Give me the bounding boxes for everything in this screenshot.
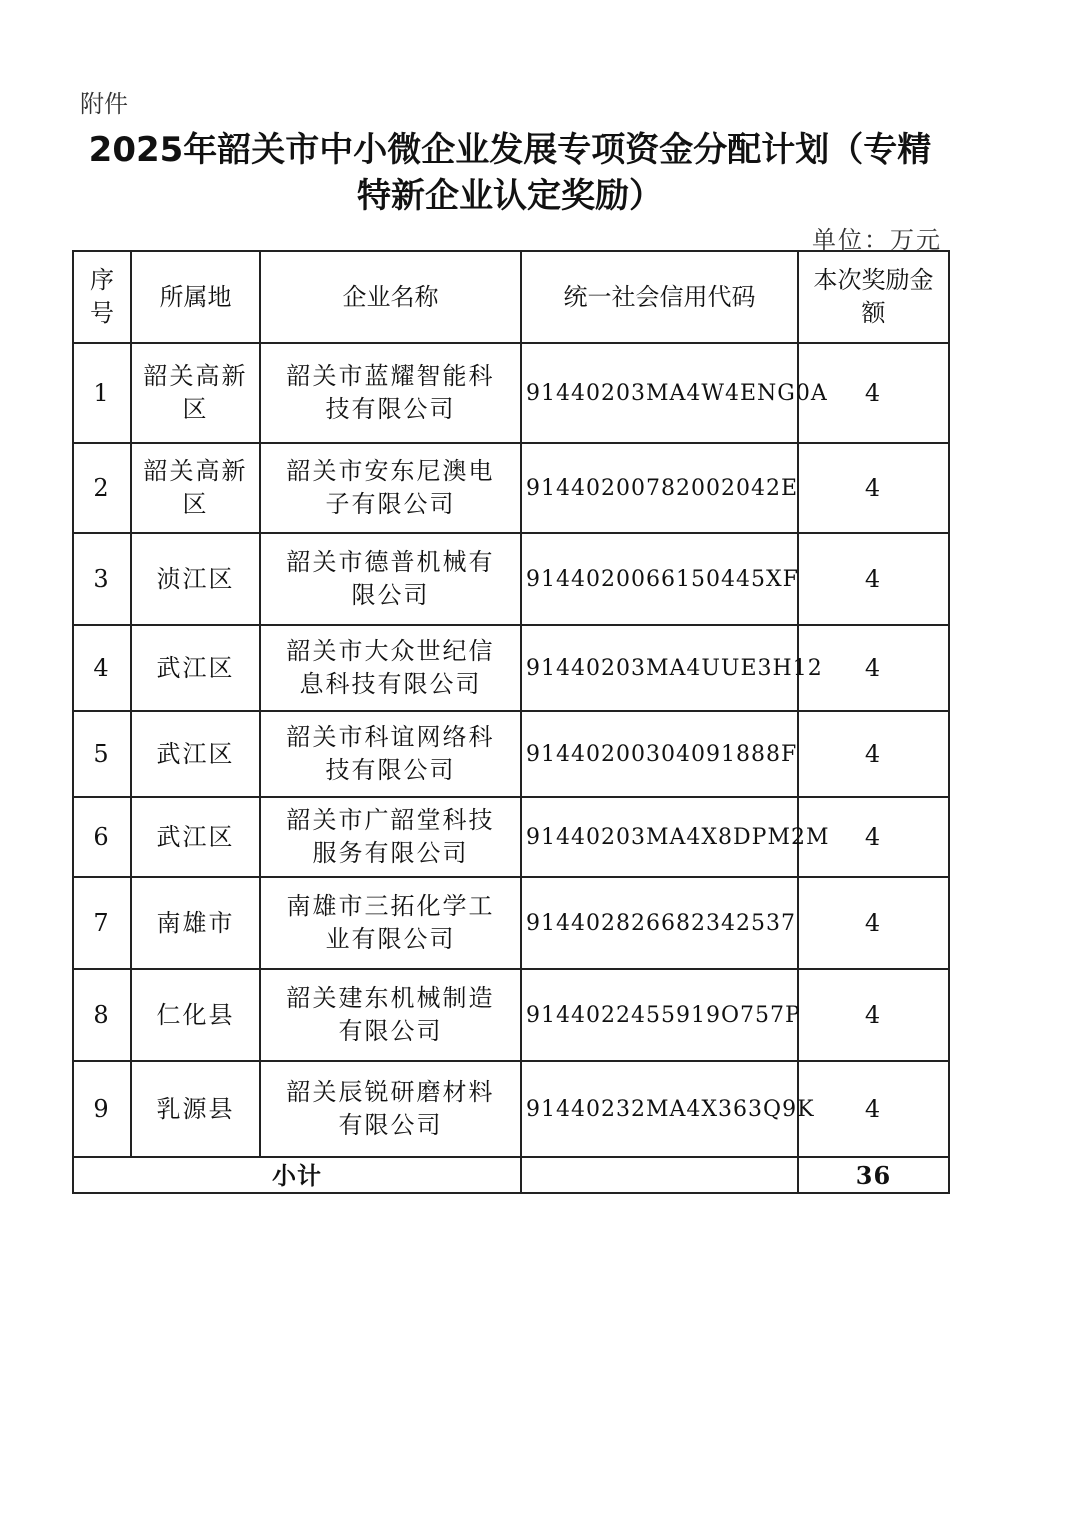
header-no: 序号 xyxy=(73,251,131,343)
header-amount: 本次奖励金额 xyxy=(798,251,949,343)
table-row xyxy=(73,343,949,443)
cell-code: 91440232MA4X363Q9K xyxy=(521,1061,798,1157)
table-row xyxy=(73,969,949,1061)
cell-company: 韶关建东机械制造有限公司 xyxy=(260,969,521,1061)
cell-region: 浈江区 xyxy=(131,533,260,625)
table-row xyxy=(73,625,949,711)
page-title-line2: 特新企业认定奖励） xyxy=(357,176,663,216)
cell-no: 6 xyxy=(73,797,131,877)
cell-region: 仁化县 xyxy=(131,969,260,1061)
table-row xyxy=(73,711,949,797)
cell-region: 韶关高新区 xyxy=(131,343,260,443)
cell-company: 南雄市三拓化学工业有限公司 xyxy=(260,877,521,969)
cell-no: 9 xyxy=(73,1061,131,1157)
cell-region: 武江区 xyxy=(131,625,260,711)
cell-amount: 4 xyxy=(798,797,949,877)
subtotal-code-empty xyxy=(521,1157,798,1193)
cell-no: 3 xyxy=(73,533,131,625)
table-row xyxy=(73,1061,949,1157)
cell-no: 2 xyxy=(73,443,131,533)
table-row xyxy=(73,877,949,969)
cell-no: 1 xyxy=(73,343,131,443)
cell-code: 91440203MA4UUE3H12 xyxy=(521,625,798,711)
cell-region: 韶关高新区 xyxy=(131,443,260,533)
cell-amount: 4 xyxy=(798,625,949,711)
cell-amount: 4 xyxy=(798,443,949,533)
cell-no: 5 xyxy=(73,711,131,797)
cell-region: 武江区 xyxy=(131,797,260,877)
header-region: 所属地 xyxy=(131,251,260,343)
cell-company: 韶关市蓝耀智能科技有限公司 xyxy=(260,343,521,443)
subtotal-amount: 36 xyxy=(798,1157,949,1193)
header-company: 企业名称 xyxy=(260,251,521,343)
cell-amount: 4 xyxy=(798,877,949,969)
cell-company: 韶关市科谊网络科技有限公司 xyxy=(260,711,521,797)
cell-code: 91440203MA4W4ENG0A xyxy=(521,343,798,443)
table-row xyxy=(73,797,949,877)
unit-label: 单位：万元 xyxy=(812,226,942,254)
page-title-line1: 2025年韶关市中小微企业发展专项资金分配计划（专精 xyxy=(88,130,932,170)
subtotal-row xyxy=(73,1157,949,1193)
attachment-label: 附件 xyxy=(80,90,128,118)
cell-amount: 4 xyxy=(798,1061,949,1157)
cell-amount: 4 xyxy=(798,711,949,797)
cell-no: 7 xyxy=(73,877,131,969)
cell-region: 南雄市 xyxy=(131,877,260,969)
allocation-table xyxy=(72,250,950,1194)
cell-company: 韶关辰锐研磨材料有限公司 xyxy=(260,1061,521,1157)
cell-company: 韶关市大众世纪信息科技有限公司 xyxy=(260,625,521,711)
table-header-row xyxy=(73,251,949,343)
table-row xyxy=(73,443,949,533)
cell-code: 9144022455919O757P xyxy=(521,969,798,1061)
cell-no: 8 xyxy=(73,969,131,1061)
cell-no: 4 xyxy=(73,625,131,711)
cell-company: 韶关市安东尼澳电子有限公司 xyxy=(260,443,521,533)
cell-amount: 4 xyxy=(798,533,949,625)
cell-region: 武江区 xyxy=(131,711,260,797)
subtotal-label: 小计 xyxy=(73,1157,521,1193)
cell-code: 914402826682342537 xyxy=(521,877,798,969)
cell-amount: 4 xyxy=(798,343,949,443)
table-row xyxy=(73,533,949,625)
cell-code: 91440200782002042E xyxy=(521,443,798,533)
header-code: 统一社会信用代码 xyxy=(521,251,798,343)
cell-code: 91440203MA4X8DPM2M xyxy=(521,797,798,877)
cell-amount: 4 xyxy=(798,969,949,1061)
cell-company: 韶关市广韶堂科技服务有限公司 xyxy=(260,797,521,877)
cell-code: 9144020066150445XF xyxy=(521,533,798,625)
cell-region: 乳源县 xyxy=(131,1061,260,1157)
cell-company: 韶关市德普机械有限公司 xyxy=(260,533,521,625)
cell-code: 91440200304091888F xyxy=(521,711,798,797)
